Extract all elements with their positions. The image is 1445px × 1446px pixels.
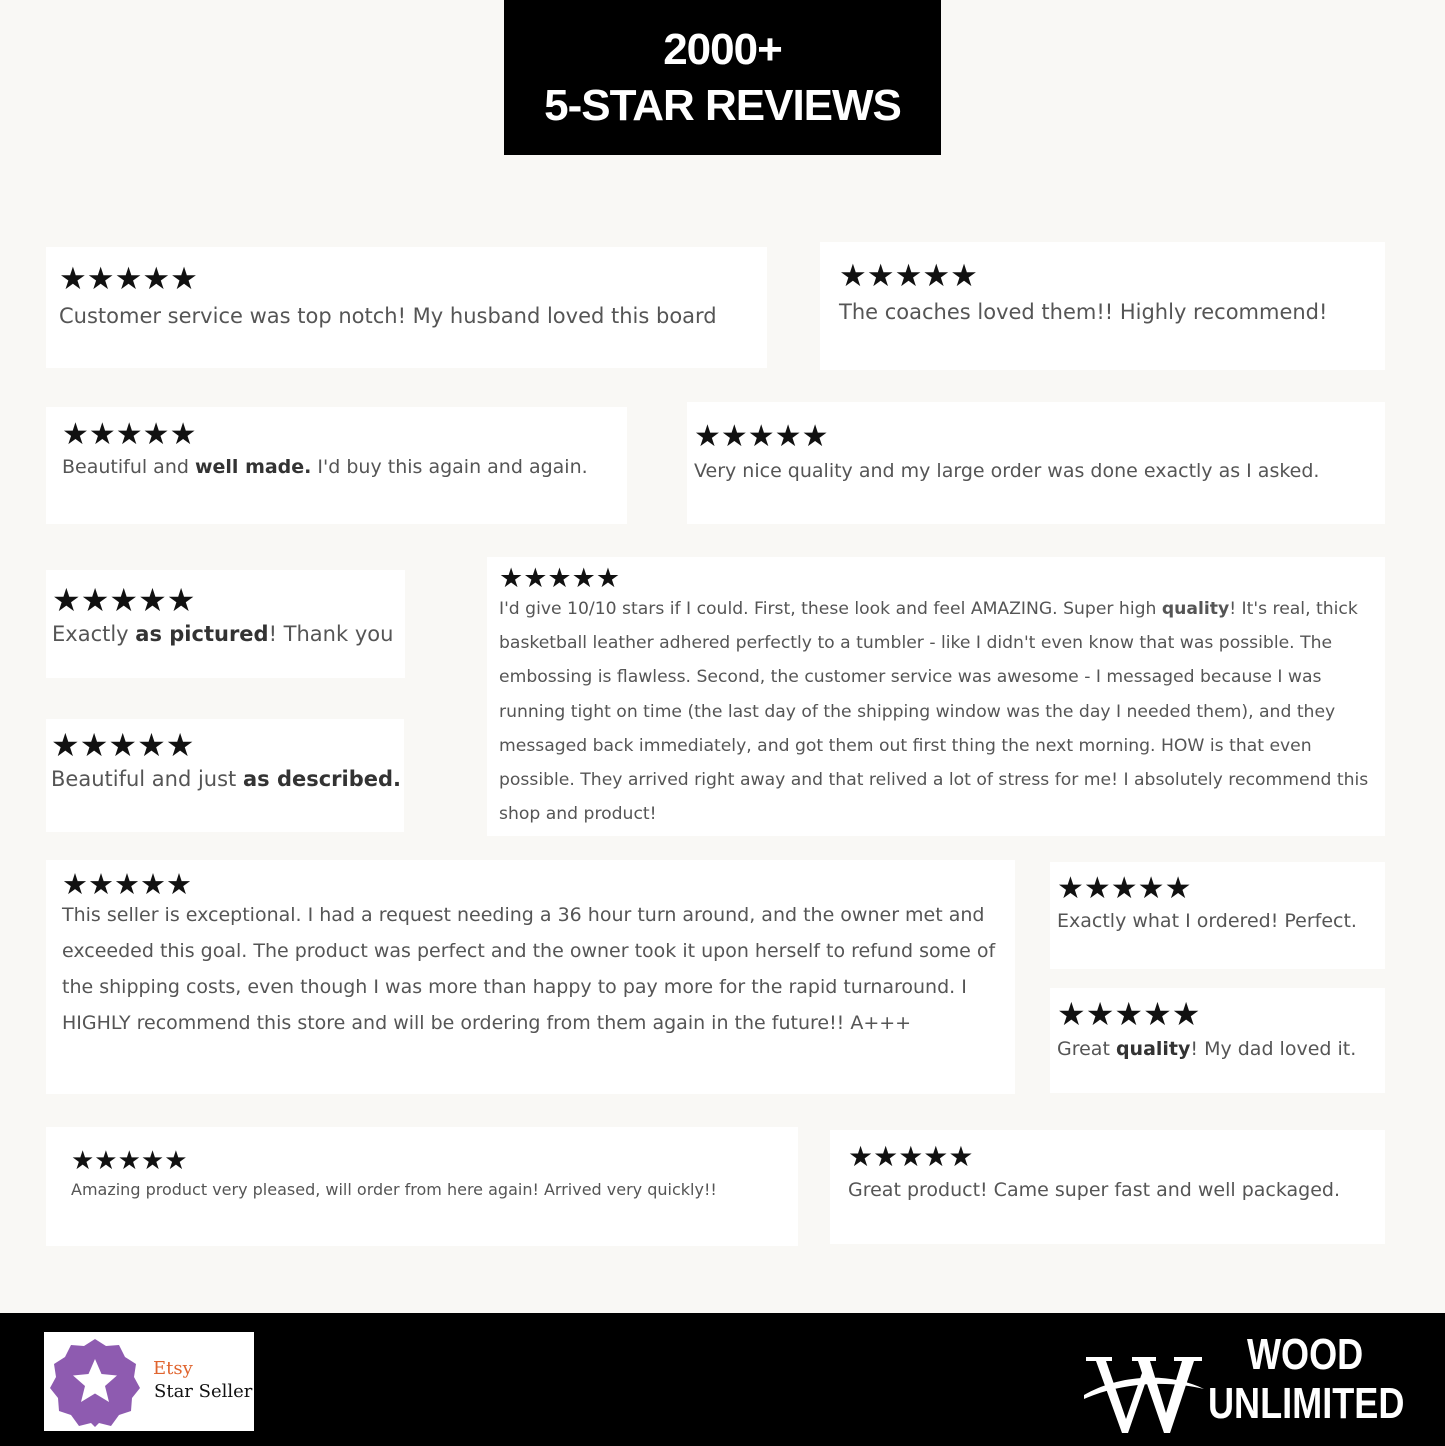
star-seal-icon [49, 1337, 141, 1429]
review-card [46, 570, 405, 678]
five-star-rating: ★★★★★ [59, 261, 198, 297]
review-card [820, 242, 1385, 370]
etsy-star-seller-badge [44, 1332, 254, 1431]
five-star-rating: ★★★★★ [694, 419, 829, 454]
headline-title: 5-STAR REVIEWS [544, 80, 901, 130]
review-text: Beautiful and well made. I'd buy this again and again. [62, 456, 588, 478]
review-text: The coaches loved them!! Highly recommend! [839, 300, 1328, 324]
five-star-rating: ★★★★★ [499, 563, 621, 594]
review-text: This seller is exceptional. I had a request needing a 36 hour turn around, and the owner met and exceeded this goal. The product was perfect and the owner took it upon herself to refund some of the shipping costs, even though I was more than happy to pay more for the rapid turnaround. I HIGHLY recommend this store and will be ordering from them again in the future!! A+++ [62, 904, 996, 1034]
review-card [487, 557, 1385, 836]
review-text: Customer service was top notch! My husband loved this board [59, 304, 717, 328]
brand-name-line2: UNLIMITED [1208, 1379, 1405, 1428]
footer-bar [0, 1313, 1445, 1446]
review-card [46, 407, 627, 524]
five-star-rating: ★★★★★ [848, 1140, 974, 1173]
five-star-rating: ★★★★★ [71, 1146, 188, 1176]
five-star-rating: ★★★★★ [62, 417, 197, 452]
review-card [46, 719, 404, 832]
review-card [830, 1130, 1385, 1244]
headline-count: 2000+ [663, 24, 782, 74]
review-text: Exactly as pictured! Thank you [52, 622, 394, 646]
star-seller-label: Star Seller [154, 1381, 253, 1402]
five-star-rating: ★★★★★ [1057, 871, 1192, 906]
review-text: Very nice quality and my large order was done exactly as I asked. [694, 460, 1320, 482]
wood-unlimited-w-logo-icon [1082, 1333, 1206, 1437]
review-card [46, 1127, 798, 1246]
review-card [46, 247, 767, 368]
brand-name-line1: WOOD [1247, 1330, 1364, 1379]
review-text: Great product! Came super fast and well packaged. [848, 1179, 1341, 1201]
review-text: Amazing product very pleased, will order from here again! Arrived very quickly!! [71, 1180, 717, 1199]
review-text: I'd give 10/10 stars if I could. First, these look and feel AMAZING. Super high quality! It's real, thick basketball leather adhered perfectly to a tumbler - like I didn't even know that was possible. The embossing is flawless. Second, the customer service was awesome - I messaged because I was running tight on time (the last day of the shipping window was the day I needed them), and they messaged back immediately, and got them out first thing the next morning. HOW is that even possible. They arrived right away and that relived a lot of stress for me! I absolutely recommend this shop and product! [499, 599, 1369, 825]
etsy-wordmark: Etsy [153, 1358, 193, 1379]
review-card [687, 402, 1385, 524]
five-star-rating: ★★★★★ [839, 258, 978, 294]
review-text: Exactly what I ordered! Perfect. [1057, 910, 1357, 932]
five-star-rating: ★★★★★ [51, 726, 195, 764]
review-card [1050, 988, 1385, 1093]
review-text: Great quality! My dad loved it. [1057, 1038, 1357, 1060]
five-star-rating: ★★★★★ [62, 867, 192, 901]
review-card [1050, 862, 1385, 969]
review-text: Beautiful and just as described. [51, 767, 402, 791]
five-star-rating: ★★★★★ [52, 581, 196, 619]
review-card [46, 860, 1015, 1094]
headline-banner [504, 0, 941, 155]
five-star-rating: ★★★★★ [1057, 995, 1201, 1033]
